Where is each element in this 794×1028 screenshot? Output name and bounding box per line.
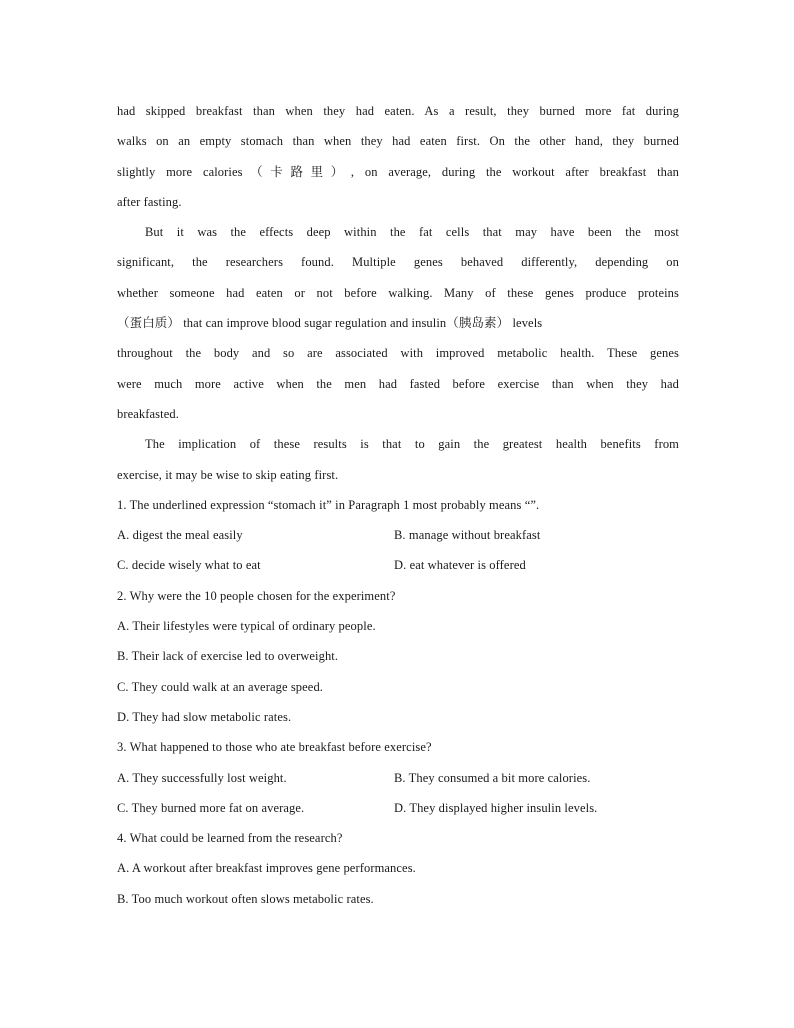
- text-line: walks on an empty stomach than when they had eaten first. On the other hand, they burned: [117, 134, 679, 149]
- question-4: [117, 823, 679, 914]
- option-a[interactable]: A. They successfully lost weight.: [117, 770, 287, 785]
- question-2: [117, 581, 679, 732]
- option-b[interactable]: B. manage without breakfast: [394, 528, 541, 543]
- option-a[interactable]: A. Their lifestyles were typical of ordinary people.: [117, 619, 376, 634]
- question-3: [117, 732, 679, 823]
- option-d[interactable]: D. They displayed higher insulin levels.: [394, 800, 598, 815]
- option-row: [117, 793, 679, 823]
- passage-paragraph-continued: [117, 96, 679, 217]
- passage-paragraph-3: [117, 429, 679, 490]
- option-b[interactable]: B. Too much workout often slows metabolic rates.: [117, 891, 374, 906]
- text-line: slightly more calories（卡路里）, on average, during the workout after breakfast than: [117, 164, 679, 179]
- question-stem: 2. Why were the 10 people chosen for the experiment?: [117, 588, 396, 603]
- text-line: whether someone had eaten or not before walking. Many of these genes produce proteins: [117, 285, 679, 300]
- option-row: [117, 550, 679, 580]
- question-1: [117, 490, 679, 581]
- option-a[interactable]: A. digest the meal easily: [117, 528, 243, 543]
- passage-paragraph-2: [117, 217, 679, 429]
- option-row: [117, 520, 679, 550]
- text-line: The implication of these results is that to gain the greatest health benefits from: [145, 437, 679, 452]
- question-stem: 3. What happened to those who ate breakfast before exercise?: [117, 740, 432, 755]
- text-line: breakfasted.: [117, 406, 179, 421]
- option-d[interactable]: D. They had slow metabolic rates.: [117, 709, 292, 724]
- option-c[interactable]: C. They could walk at an average speed.: [117, 679, 324, 694]
- option-c[interactable]: C. decide wisely what to eat: [117, 558, 261, 573]
- question-stem: 1. The underlined expression “stomach it” in Paragraph 1 most probably means “”.: [117, 497, 540, 512]
- option-row: [117, 763, 679, 793]
- option-a[interactable]: A. A workout after breakfast improves gene performances.: [117, 861, 416, 876]
- text-line: had skipped breakfast than when they had eaten. As a result, they burned more fat during: [117, 104, 679, 118]
- question-stem: 4. What could be learned from the research?: [117, 831, 343, 846]
- option-b[interactable]: B. Their lack of exercise led to overweight.: [117, 649, 339, 664]
- text-line: exercise, it may be wise to skip eating first.: [117, 467, 339, 482]
- text-line: （蛋白质） that can improve blood sugar regulation and insulin（胰岛素） levels: [117, 316, 543, 331]
- option-d[interactable]: D. eat whatever is offered: [394, 558, 526, 573]
- option-c[interactable]: C. They burned more fat on average.: [117, 800, 305, 815]
- text-line: significant, the researchers found. Multiple genes behaved differently, depending on: [117, 255, 679, 270]
- text-line: But it was the effects deep within the fat cells that may have been the most: [145, 225, 679, 240]
- option-b[interactable]: B. They consumed a bit more calories.: [394, 770, 591, 785]
- text-line: after fasting.: [117, 194, 182, 209]
- document-page: [117, 96, 679, 914]
- text-line: were much more active when the men had fasted before exercise than when they had: [117, 376, 679, 391]
- text-line: throughout the body and so are associated with improved metabolic health. These genes: [117, 346, 679, 361]
